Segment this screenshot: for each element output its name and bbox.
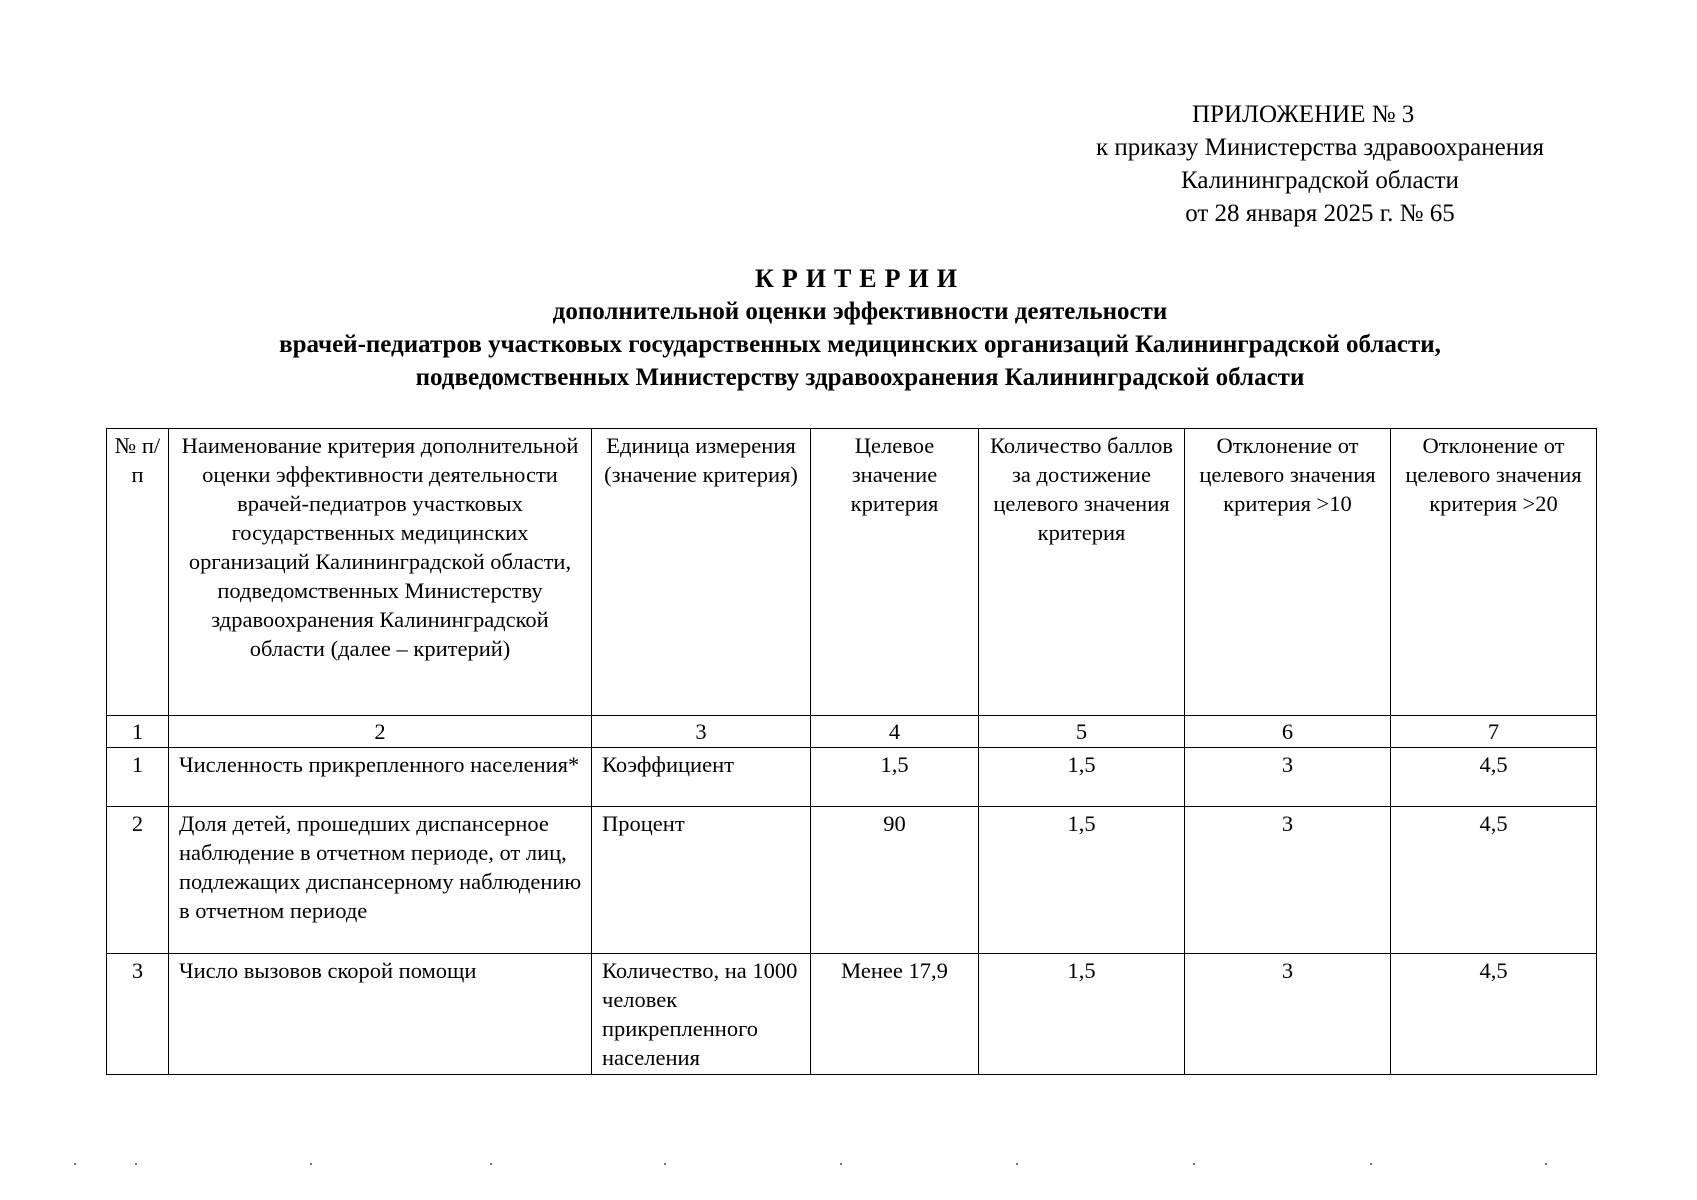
document-title: КРИТЕРИИ <box>755 264 965 293</box>
scan-dot <box>1016 1163 1018 1165</box>
column-number: 7 <box>1391 716 1597 748</box>
column-number: 4 <box>811 716 979 748</box>
appendix-block <box>1060 98 1580 230</box>
criterion-target: 90 <box>811 807 979 954</box>
criterion-dev10: 3 <box>1185 954 1391 1075</box>
scan-dot <box>135 1163 137 1165</box>
criterion-dev10: 3 <box>1185 748 1391 807</box>
criteria-table <box>106 428 1597 1075</box>
criterion-points: 1,5 <box>979 748 1185 807</box>
table-row <box>107 807 1597 954</box>
criterion-dev20: 4,5 <box>1391 954 1597 1075</box>
scan-dot <box>1193 1163 1195 1165</box>
table-header-row <box>107 429 1597 716</box>
appendix-region-line: Калининградской области <box>1181 167 1459 194</box>
column-number: 2 <box>169 716 592 748</box>
header-cell-dev10: Отклонение от целевого значения критерия >10 <box>1185 429 1391 716</box>
column-number: 1 <box>107 716 169 748</box>
criterion-points: 1,5 <box>979 954 1185 1075</box>
appendix-title: ПРИЛОЖЕНИЕ № 3 <box>1192 101 1415 128</box>
criterion-target: Менее 17,9 <box>811 954 979 1075</box>
header-cell-target: Целевое значение критерия <box>811 429 979 716</box>
column-number-row <box>107 716 1597 748</box>
criterion-name: Численность прикрепленного населения* <box>169 748 592 807</box>
criterion-unit: Процент <box>592 807 811 954</box>
scan-dot <box>490 1163 492 1165</box>
criterion-name: Число вызовов скорой помощи <box>169 954 592 1075</box>
scan-dot <box>1545 1163 1547 1165</box>
heading-line-1: дополнительной оценки эффективности деятельности <box>552 298 1168 325</box>
criterion-points: 1,5 <box>979 807 1185 954</box>
criterion-unit: Коэффициент <box>592 748 811 807</box>
appendix-date-line: от 28 января 2025 г. № 65 <box>1185 200 1455 227</box>
criterion-dev10: 3 <box>1185 807 1391 954</box>
scan-dot <box>74 1163 76 1165</box>
header-cell-number: № п/п <box>107 429 169 716</box>
appendix-order-line: к приказу Министерства здравоохранения <box>1095 134 1545 161</box>
header-cell-points: Количество баллов за достижение целевого значения критерия <box>979 429 1185 716</box>
criterion-name: Доля детей, прошедших диспансерное наблюдение в отчетном периоде, от лиц, подлежащих диспансерному наблюдению в отчетном периоде <box>169 807 592 954</box>
column-number: 6 <box>1185 716 1391 748</box>
criterion-unit: Количество, на 1000 человек прикрепленного населения <box>592 954 811 1075</box>
row-number: 1 <box>107 748 169 807</box>
column-number: 5 <box>979 716 1185 748</box>
header-cell-dev20: Отклонение от целевого значения критерия >20 <box>1391 429 1597 716</box>
scan-dot <box>310 1163 312 1165</box>
row-number: 2 <box>107 807 169 954</box>
table-row <box>107 748 1597 807</box>
table-row <box>107 954 1597 1075</box>
scan-dot <box>840 1163 842 1165</box>
document-heading <box>120 262 1600 394</box>
header-cell-name: Наименование критерия дополнительной оценки эффективности деятельности врачей-педиатров участковых государственных медицинских организаций Калининградской области, подведомственных Министерству здравоохранения Калининградской области (далее – критерий) <box>169 429 592 716</box>
scan-dot <box>664 1163 666 1165</box>
heading-line-3: подведомственных Министерству здравоохранения Калининградской области <box>415 364 1305 391</box>
scan-dot <box>1370 1163 1372 1165</box>
criterion-dev20: 4,5 <box>1391 807 1597 954</box>
criterion-dev20: 4,5 <box>1391 748 1597 807</box>
criterion-target: 1,5 <box>811 748 979 807</box>
row-number: 3 <box>107 954 169 1075</box>
heading-line-2: врачей-педиатров участковых государственных медицинских организаций Калининградской области, <box>279 331 1441 358</box>
header-cell-unit: Единица измерения (значение критерия) <box>592 429 811 716</box>
column-number: 3 <box>592 716 811 748</box>
